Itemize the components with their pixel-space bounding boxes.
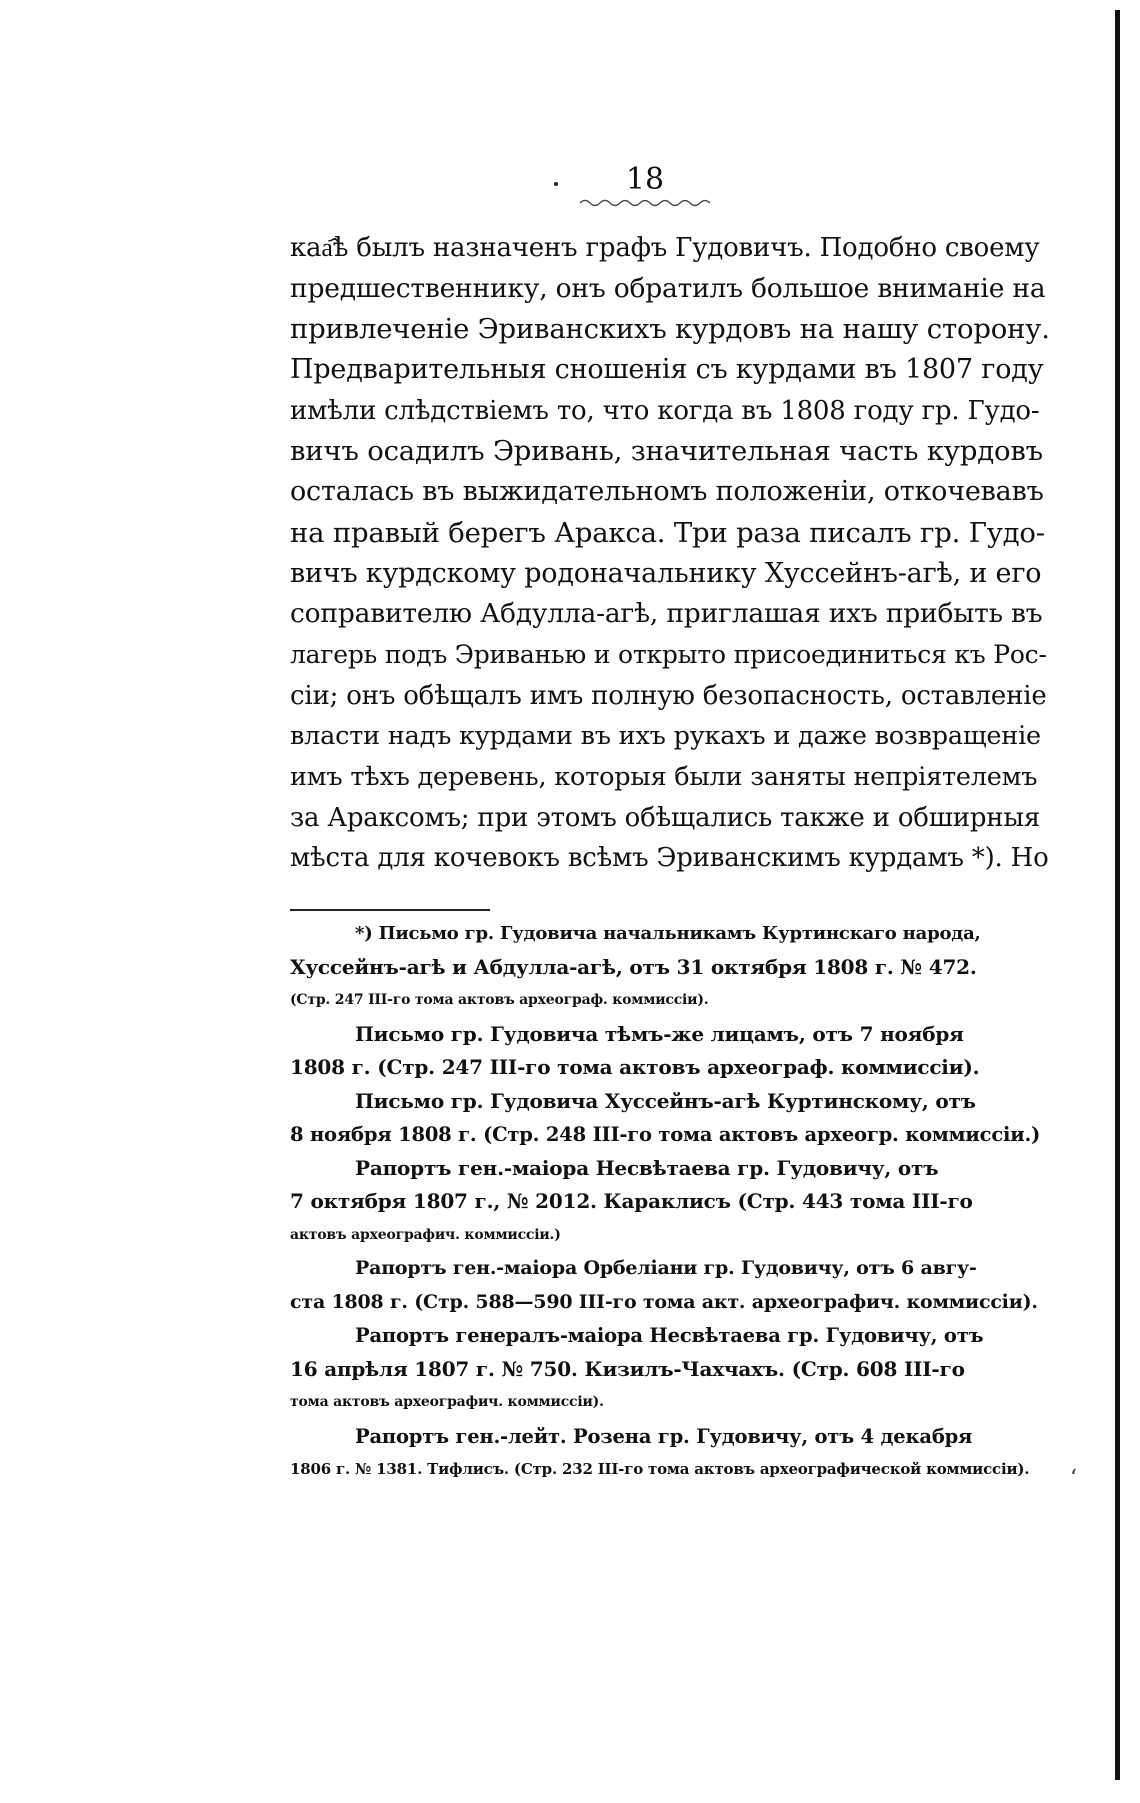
body-text-line: за Араксомъ; при этомъ обѣщались также и обширныя [290,802,1041,833]
body-text-line: мѣста для кочевокъ всѣмъ Эриванскимъ курдамъ *). Но [290,843,1049,874]
footnote-line: 7 октября 1807 г., № 2012. Караклисъ (Стр. 443 тома III-го [290,1189,973,1213]
body-text-line: сіи; онъ обѣщалъ имъ полную безопасность, оставленіе [290,680,1047,711]
body-text-line: имѣли слѣдствіемъ то, что когда въ 1808 году гр. Гудо- [290,395,1040,426]
footnote-line: Рапортъ ген.-маіора Несвѣтаева гр. Гудовичу, отъ [355,1155,939,1180]
body-text-line: осталась въ выжидательномъ положеніи, откочевавъ [290,476,1044,508]
footnote-line: ста 1808 г. (Стр. 588—590 III-го тома акт. археографич. коммиссіи). [290,1290,1038,1313]
footnote-line: актовъ археографич. коммиссіи.) [290,1226,561,1243]
ink-dot [554,182,558,186]
page-number: 18 [625,162,665,197]
body-text-line: вичъ курдскому родоначальнику Хуссейнъ-агѣ, и его [290,557,1042,589]
scan-edge-line [1115,10,1120,1780]
ornamental-wavy-rule [580,198,710,208]
footnote-line: 1808 г. (Стр. 247 III-го тома актовъ археограф. коммиссіи). [290,1055,980,1079]
footnote-line: Рапортъ генералъ-маіора Несвѣтаева гр. Гудовичу, отъ [355,1324,984,1347]
body-text-line: соправителю Абдулла-агѣ, приглашая ихъ прибыть въ [290,598,1043,630]
footnote-line: *) Письмо гр. Гудовича начальникамъ Куртинскаго народа, [355,923,981,944]
body-text-line: привлеченіе Эриванскихъ курдовъ на нашу сторону. [290,313,1050,346]
body-text-line: имъ тѣхъ деревень, которыя были заняты непріятелемъ [290,761,1038,792]
footnote-line: 1806 г. № 1381. Тифлисъ. (Стр. 232 III-го тома актовъ археографической коммиссіи). [290,1460,1030,1478]
footnote-line: Рапортъ ген.-маіора Орбеліани гр. Гудовичу, отъ 6 авгу- [355,1257,977,1279]
footnote-line: Письмо гр. Гудовича тѣмъ-же лицамъ, отъ 7 ноября [355,1021,964,1046]
body-text-line: Предварительныя сношенія съ курдами въ 1807 году [290,354,1044,386]
footnote-line: 16 апрѣля 1807 г. № 750. Кизилъ-Чахчахъ. (Стр. 608 III-го [290,1356,965,1381]
footnote-line: (Стр. 247 III-го тома актовъ археограф. коммиссіи). [290,992,709,1008]
footnote-line: Письмо гр. Гудовича Хуссейнъ-агѣ Куртинскому, отъ [355,1088,976,1113]
body-text-line: предшественнику, онъ обратилъ большое вниманіе на [290,272,1046,304]
footnotes-block [290,917,1050,1487]
footnote-line: тома актовъ археографич. коммиссіи). [290,1394,604,1410]
body-text-line: власти надъ курдами въ ихъ рукахъ и даже возвращеніе [290,721,1041,752]
footnote-line: Рапортъ ген.-лейт. Розена гр. Гудовичу, отъ 4 декабря [355,1424,973,1448]
body-text-line: вичъ осадилъ Эривань, значительная часть курдовъ [290,435,1043,468]
footnote-line: Хуссейнъ-агѣ и Абдулла-агѣ, отъ 31 октября 1808 г. № 472. [290,954,977,979]
stray-mark: ʻ [1070,1466,1077,1491]
body-text-line: каа҄ѣ былъ назначенъ графъ Гудовичъ. Подобно своему [290,233,1040,263]
main-body-text [290,228,1050,879]
footnote-separator [290,909,490,911]
body-text-line: лагерь подъ Эриванью и открыто присоединиться къ Рос- [290,639,1047,669]
body-text-line: на правый берегъ Аракса. Три раза писалъ гр. Гудо- [290,516,1045,549]
footnote-line: 8 ноября 1808 г. (Стр. 248 III-го тома актовъ археогр. коммиссіи.) [290,1123,1041,1146]
